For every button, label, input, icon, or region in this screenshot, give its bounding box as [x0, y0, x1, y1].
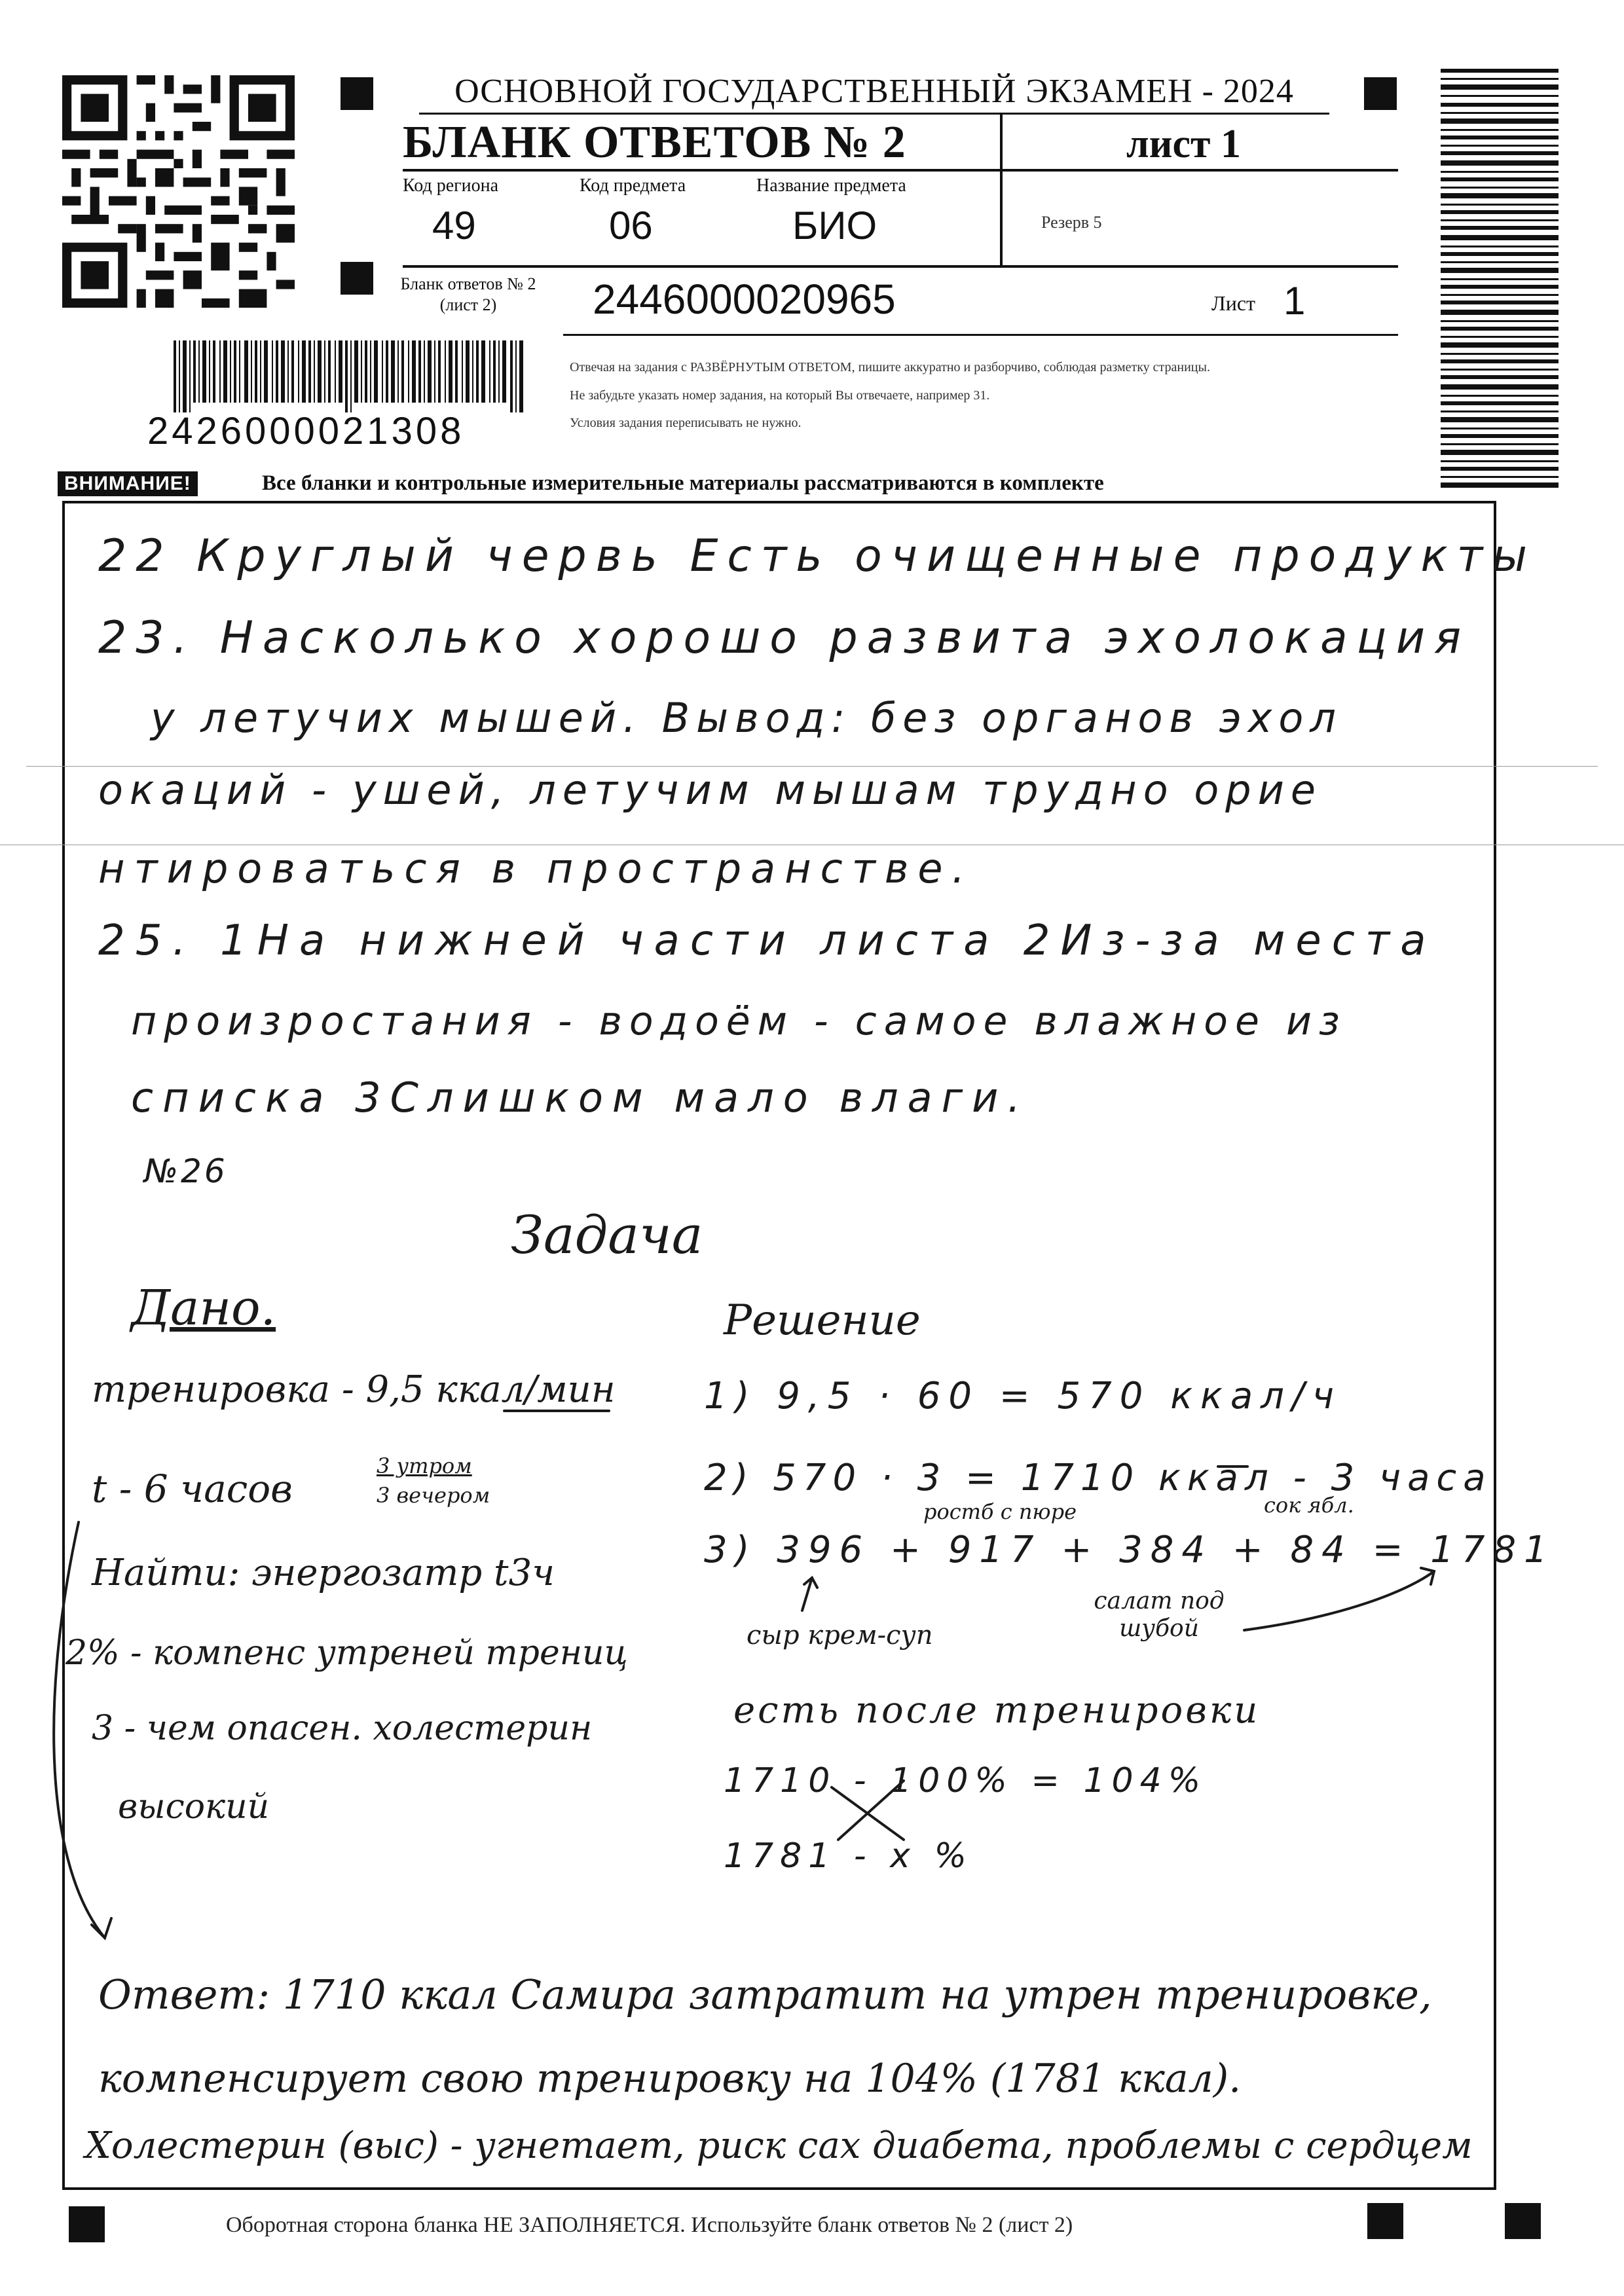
- solution-line: 1710 - 100% = 104%: [724, 1761, 1208, 1800]
- solution-line: 1781 - x %: [724, 1836, 973, 1876]
- subject-code-label: Код предмета: [580, 175, 686, 196]
- instruction-line: Отвечая на задания с РАЗВЁРНУТЫМ ОТВЕТОМ, пишите аккуратно и разборчиво, соблюдая разметку страницы.: [570, 360, 1210, 374]
- given-note: 3 утром: [377, 1453, 472, 1478]
- form-title: БЛАНК ОТВЕТОВ № 2: [403, 117, 906, 168]
- given-line: 3 - чем опасен. холестерин: [92, 1709, 593, 1748]
- sheet-label: Лист: [1211, 291, 1256, 315]
- sheet-title: лист 1: [1126, 122, 1241, 166]
- region-label: Код региона: [403, 175, 499, 196]
- solution-note: сыр крем-суп: [747, 1620, 933, 1650]
- region-value: 49: [432, 204, 476, 247]
- solution-line: 1) 9,5 · 60 = 570 ккал/ч: [704, 1375, 1342, 1417]
- final-answer-line: Ответ: 1710 ккал Самира затратит на утрен тренировке,: [98, 1971, 1432, 2018]
- sheet-value: 1: [1283, 279, 1306, 323]
- given-line: высокий: [118, 1787, 270, 1827]
- barcode-number: 2426000021308: [147, 410, 465, 452]
- final-answer-line: компенсирует свою тренировку на 104% (1781 ккал).: [98, 2056, 1242, 2102]
- instruction-line: Условия задания переписывать не нужно.: [570, 416, 802, 430]
- answer-line: 25. 1На нижней части листа 2Из-за места: [98, 917, 1437, 965]
- instruction-line: Не забудьте указать номер задания, на который Вы отвечаете, например 31.: [570, 388, 990, 403]
- notice-badge: ВНИМАНИЕ!: [58, 471, 198, 496]
- answer-line: 22 Круглый червь Есть очищенные продукты: [98, 530, 1536, 582]
- notice-text: Все бланки и контрольные измерительные материалы рассматриваются в комплекте: [262, 471, 1104, 495]
- answer-line: нтироваться в пространстве.: [98, 845, 974, 892]
- exam-title: ОСНОВНОЙ ГОСУДАРСТВЕННЫЙ ЭКЗАМЕН - 2024: [454, 73, 1294, 110]
- solution-note: салат под шубой: [1094, 1588, 1225, 1642]
- solution-line: 2) 570 · 3 = 1710 ккал - 3 часа: [704, 1457, 1492, 1499]
- reserve-label: Резерв 5: [1041, 213, 1102, 232]
- task-title: Задача: [511, 1205, 703, 1266]
- answer-line: списка 3Слишком мало влаги.: [131, 1074, 1030, 1121]
- answer-line: №26: [144, 1152, 228, 1190]
- marker-square: [69, 2206, 105, 2242]
- subject-name-value: БИО: [792, 204, 877, 247]
- given-line: 2% - компенс утреней трениц: [65, 1633, 628, 1673]
- marker-square: [1367, 2203, 1403, 2239]
- solution-note: сок ябл.: [1264, 1493, 1354, 1518]
- answer-line: 23. Насколько хорошо развита эхолокация: [98, 612, 1471, 664]
- solution-title: Решение: [724, 1296, 921, 1345]
- given-note: 3 вечером: [377, 1483, 490, 1508]
- final-answer-line: Холестерин (выс) - угнетает, риск сах диабета, проблемы с сердцем: [85, 2124, 1473, 2167]
- solution-line: 3) 396 + 917 + 384 + 84 = 1781: [704, 1529, 1555, 1571]
- given-title: Дано.: [131, 1280, 276, 1336]
- subject-code-value: 06: [609, 204, 653, 247]
- solution-line: есть после тренировки: [733, 1689, 1261, 1732]
- given-line: t - 6 часов: [92, 1467, 293, 1511]
- given-line: тренировка - 9,5 ккал/мин: [92, 1368, 616, 1411]
- answer-line: у летучих мышей. Вывод: без органов эхол: [151, 694, 1342, 742]
- footer-text: Оборотная сторона бланка НЕ ЗАПОЛНЯЕТСЯ. Используйте бланк ответов № 2 (лист 2): [226, 2213, 1073, 2237]
- sheet2-number: 2446000020965: [593, 276, 896, 323]
- answer-line: окаций - ушей, летучим мышам трудно орие: [98, 766, 1323, 814]
- sheet2-label: Бланк ответов № 2 (лист 2): [400, 274, 536, 314]
- marker-square: [1505, 2203, 1541, 2239]
- answer-line: произростания - водоём - самое влажное из: [131, 998, 1347, 1044]
- solution-note: ростб с пюре: [923, 1499, 1077, 1524]
- subject-name-label: Название предмета: [756, 175, 906, 196]
- given-line: Найти: энергозатр t3ч: [92, 1552, 555, 1594]
